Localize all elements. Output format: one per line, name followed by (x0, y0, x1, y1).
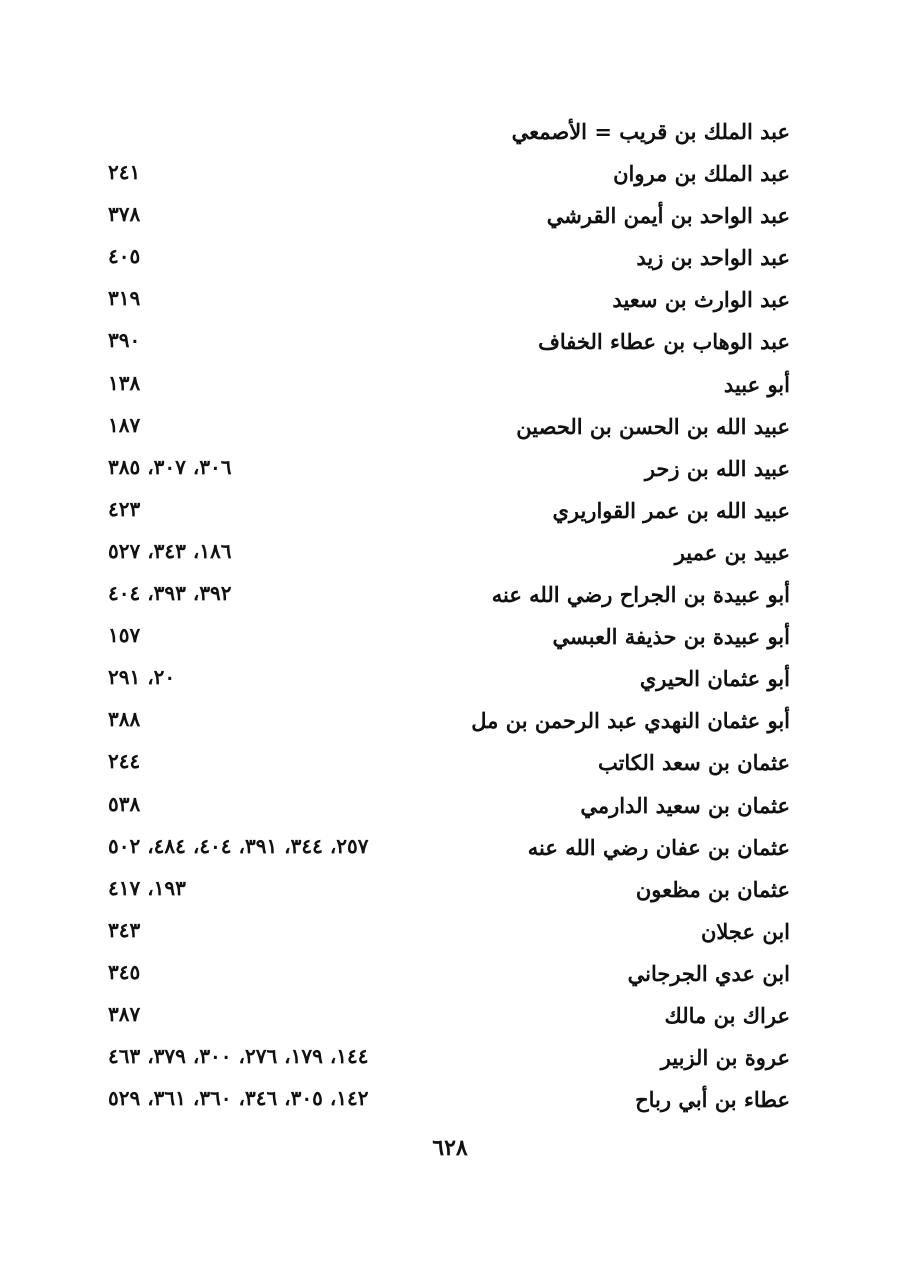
entry-pages: ١٥٧ (108, 623, 141, 648)
entry-pages: ١٤٢، ٣٠٥، ٣٤٦، ٣٦٠، ٣٦١، ٥٢٩ (108, 1086, 369, 1111)
entry-pages: ٢٠، ٢٩١ (108, 665, 176, 690)
index-entry (0, 532, 900, 574)
entry-name: ابن عدي الجرجاني (627, 960, 790, 986)
index-entry (0, 111, 900, 153)
entry-pages: ٣١٩ (108, 286, 141, 311)
entry-pages: ٢٤١ (108, 160, 141, 185)
index-entry (0, 153, 900, 195)
index-entry (0, 279, 900, 321)
entry-pages: ٣٩٠ (108, 328, 141, 353)
index-entry (0, 616, 900, 658)
entry-name: عراك بن مالك (664, 1002, 790, 1028)
index-entry (0, 995, 900, 1037)
entry-name: عبد الملك بن قريب = الأصمعي (511, 119, 790, 144)
entry-name: عروة بن الزبير (660, 1045, 790, 1071)
entry-pages: ١٣٨ (108, 370, 141, 395)
entry-name: ابن عجلان (700, 918, 790, 944)
index-entry (0, 237, 900, 279)
entry-name: عبد الوهاب بن عطاء الخفاف (538, 329, 790, 355)
entry-name: عبد الملك بن مروان (613, 161, 790, 187)
entry-name: عطاء بن أبي رباح (635, 1087, 790, 1113)
index-entry (0, 1037, 900, 1079)
index-entry (0, 490, 900, 532)
entry-name: عبد الوارث بن سعيد (612, 287, 790, 313)
index-entry (0, 827, 900, 869)
entry-name: عبيد بن عمير (674, 539, 790, 565)
entry-pages: ٣٨٨ (108, 707, 141, 732)
index-entry (0, 911, 900, 953)
entry-pages: ١٩٣، ٤١٧ (108, 875, 186, 900)
entry-pages: ٣٨٧ (108, 1001, 141, 1026)
index-entry (0, 195, 900, 237)
index-entry (0, 364, 900, 406)
page-number: ٦٢٨ (432, 1135, 468, 1161)
entry-name: أبو عبيدة بن الجراح رضي الله عنه (491, 582, 790, 608)
index-entry (0, 321, 900, 363)
name-index-list (0, 111, 900, 1121)
index-entry (0, 742, 900, 784)
entry-name: عبيد الله بن عمر القواريري (552, 497, 790, 523)
entry-pages: ٥٣٨ (108, 791, 141, 816)
entry-name: عثمان بن عفان رضي الله عنه (527, 834, 790, 860)
entry-name: عبيد الله بن الحسن بن الحصين (516, 413, 790, 439)
entry-name: عبد الواحد بن أيمن القرشي (546, 203, 790, 229)
entry-pages: ٣٠٦، ٣٠٧، ٣٨٥ (108, 454, 232, 479)
index-entry (0, 869, 900, 911)
entry-pages: ٣٤٣ (108, 917, 141, 942)
entry-pages: ٤٠٥ (108, 244, 141, 269)
entry-name: عبيد الله بن زحر (644, 455, 790, 481)
entry-pages: ١٨٧ (108, 412, 141, 437)
entry-pages: ٣٧٨ (108, 202, 141, 227)
entry-pages: ١٤٤، ١٧٩، ٢٧٦، ٣٠٠، ٣٧٩، ٤٦٣ (108, 1044, 369, 1069)
entry-pages: ٣٤٥ (108, 959, 141, 984)
entry-name: عبد الواحد بن زيد (636, 245, 790, 271)
entry-name: أبو عثمان الحيري (639, 666, 790, 692)
entry-pages: ٤٢٣ (108, 496, 141, 521)
index-entry (0, 700, 900, 742)
entry-name: عثمان بن سعد الكاتب (597, 750, 790, 776)
index-entry (0, 406, 900, 448)
index-entry (0, 953, 900, 995)
entry-name: عثمان بن سعيد الدارمي (580, 792, 790, 818)
entry-pages: ٣٩٢، ٣٩٣، ٤٠٤ (108, 581, 232, 606)
index-entry (0, 658, 900, 700)
index-entry (0, 448, 900, 490)
entry-name: عثمان بن مظعون (635, 876, 790, 902)
index-entry (0, 1079, 900, 1121)
entry-pages: ٢٥٧، ٣٤٤، ٣٩١، ٤٠٤، ٤٨٤، ٥٠٢ (108, 833, 369, 858)
entry-name: أبو عبيدة بن حذيفة العبسي (552, 624, 790, 650)
entry-pages: ١٨٦، ٣٤٣، ٥٢٧ (108, 538, 232, 563)
entry-name: أبو عثمان النهدي عبد الرحمن بن مل (471, 708, 790, 734)
entry-name: أبو عبيد (723, 371, 790, 397)
index-entry (0, 574, 900, 616)
index-entry (0, 785, 900, 827)
entry-pages: ٢٤٤ (108, 749, 141, 774)
